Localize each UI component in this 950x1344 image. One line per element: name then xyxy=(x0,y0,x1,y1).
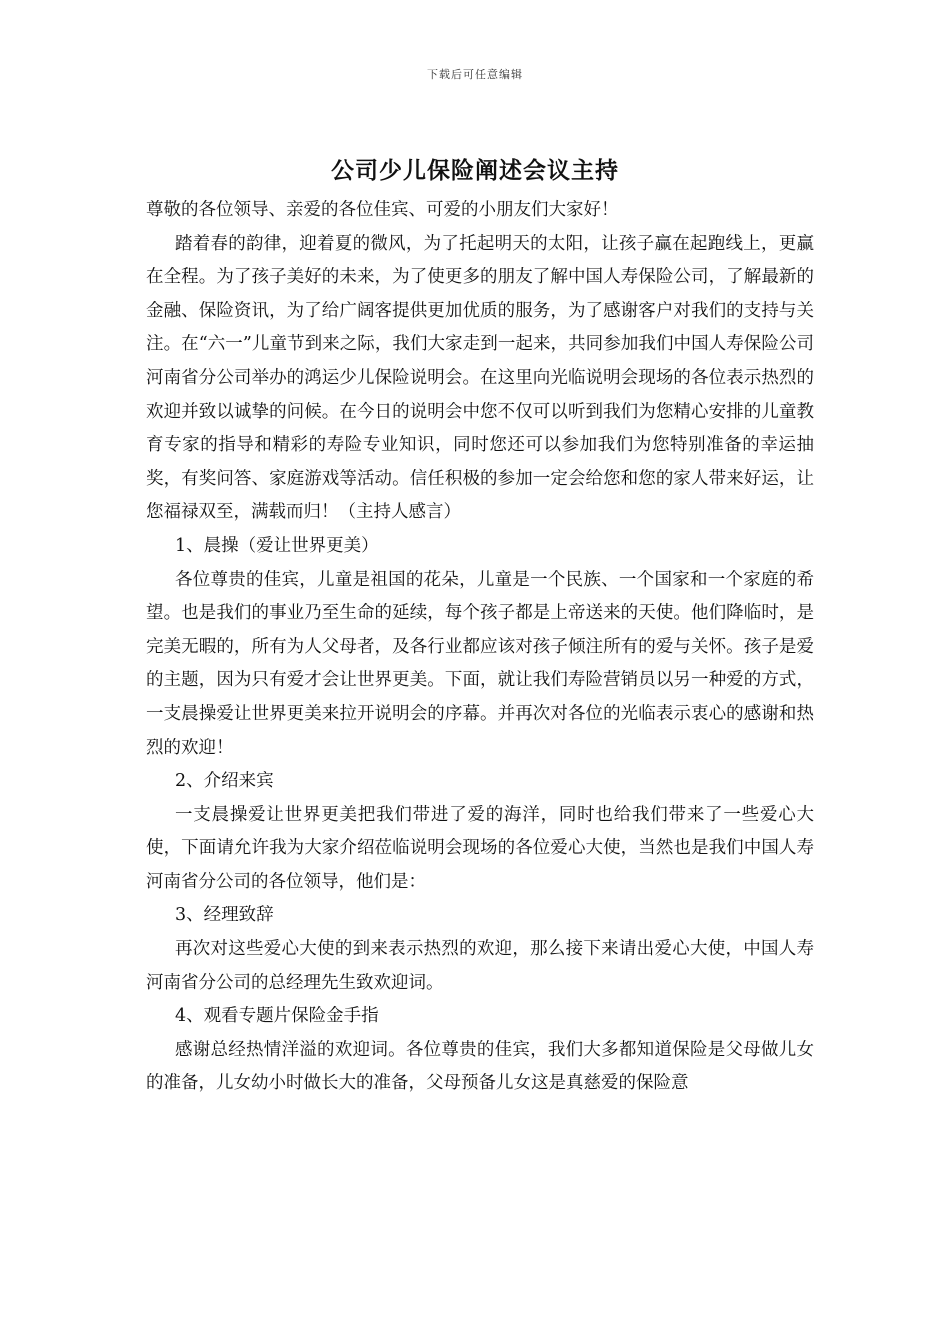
section-heading-manager-speech: 3、经理致辞 xyxy=(175,905,274,926)
intro-paragraph: 踏着春的韵律，迎着夏的微风，为了托起明天的太阳，让孩子赢在起跑线上，更赢在全程。为了孩子美好的未来，为了使更多的朋友了解中国人寿保险公司，了解最新的金融、保险资讯，为了给广阔客提供更加优质的服务，为了感谢客户对我们的支持与关注。在“六一”儿童节到来之际，我们大家走到一起来，共同参加我们中国人寿保险公司河南省分公司举办的鸿运少儿保险说明会。在这里向光临说明会现场的各位表示热烈的欢迎并致以诚挚的问候。在今日的说明会中您不仅可以听到我们为您精心安排的儿童教育专家的指导和精彩的寿险专业知识，同时您还可以参加我们为您特别准备的幸运抽奖，有奖问答、家庭游戏等活动。信任积极的参加一定会给您和您的家人带来好运，让您福禄双至，满载而归！（主持人感言） xyxy=(146,233,814,523)
section-heading-guest-introduction: 2、介绍来宾 xyxy=(175,771,274,792)
section-paragraph-morning-exercise: 各位尊贵的佳宾，儿童是祖国的花朵，儿童是一个民族、一个国家和一个家庭的希望。也是我们的事业乃至生命的延续，每个孩子都是上帝送来的天使。他们降临时，是完美无暇的，所有为人父母者，及各行业都应该对孩子倾注所有的爱与关怀。孩子是爱的主题，因为只有爱才会让世界更美。下面，就让我们寿险营销员以另一种爱的方式，一支晨操爱让世界更美来拉开说明会的序幕。并再次对各位的光临表示衷心的感谢和热烈的欢迎！ xyxy=(146,569,814,758)
document-title: 公司少儿保险阐述会议主持 xyxy=(331,157,619,184)
section-paragraph-feature-film: 感谢总经热情洋溢的欢迎词。各位尊贵的佳宾，我们大多都知道保险是父母做儿女的准备，儿女幼小时做长大的准备，父母预备儿女这是真慈爱的保险意 xyxy=(146,1039,814,1094)
header-note: 下载后可任意编辑 xyxy=(427,68,523,81)
document-body xyxy=(146,194,814,1101)
section-paragraph-guest-introduction: 一支晨操爱让世界更美把我们带进了爱的海洋，同时也给我们带来了一些爱心大使，下面请允许我为大家介绍莅临说明会现场的各位爱心大使，当然也是我们中国人寿河南省分公司的各位领导，他们是： xyxy=(146,804,814,892)
section-paragraph-manager-speech: 再次对这些爱心大使的到来表示热烈的欢迎，那么接下来请出爱心大使，中国人寿河南省分公司的总经理先生致欢迎词。 xyxy=(146,939,814,993)
section-heading-feature-film: 4、观看专题片保险金手指 xyxy=(175,1006,379,1027)
section-heading-morning-exercise: 1、晨操（爱让世界更美） xyxy=(175,535,379,556)
greeting-paragraph: 尊敬的各位领导、亲爱的各位佳宾、可爱的小朋友们大家好！ xyxy=(146,200,619,220)
